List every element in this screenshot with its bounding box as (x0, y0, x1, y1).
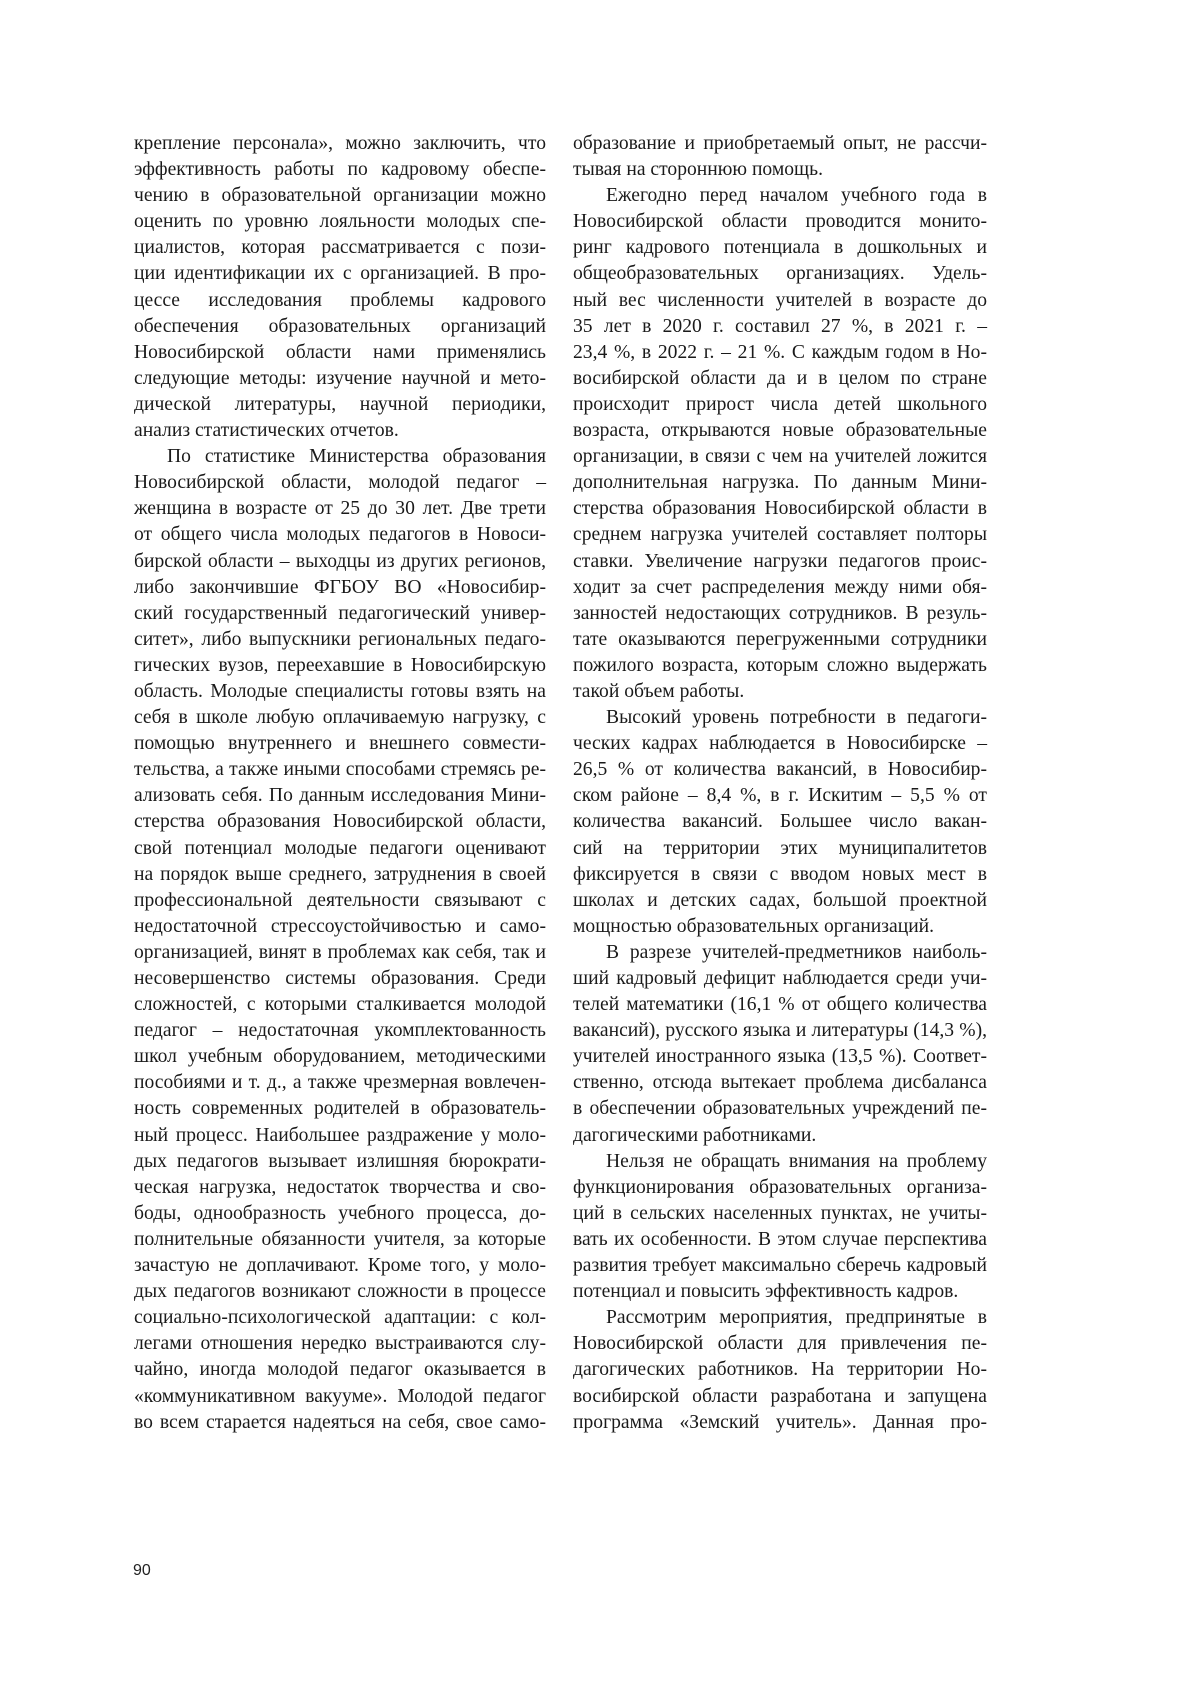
text-line: пособиями и т. д., а также чрезмерная вовлечен- (134, 1072, 546, 1094)
text-line: ный процесс. Наибольшее раздражение у моло- (134, 1124, 546, 1146)
text-line: вакансий), русского языка и литературы (14,3 %), (573, 1020, 987, 1042)
text-line: Ежегодно перед началом учебного года в (606, 185, 987, 207)
text-line: дых педагогов вызывает излишняя бюрократи- (134, 1150, 546, 1172)
text-line: ность современных родителей в образователь- (134, 1098, 546, 1120)
text-line: крепление персонала», можно заключить, что (134, 133, 546, 154)
text-line: либо закончившие ФГБОУ ВО «Новосибир- (134, 576, 546, 598)
text-line: Новосибирской области, молодой педагог – (134, 472, 546, 494)
text-line: По статистике Министерства образования (167, 446, 546, 468)
text-line: школ учебным оборудованием, методическими (134, 1046, 546, 1068)
text-line: ходит за счет распределения между ними обя- (573, 576, 987, 598)
text-line: развития требует максимально сберечь кадровый (573, 1255, 987, 1277)
text-line: несовершенство системы образования. Среди (134, 968, 546, 989)
text-line: профессиональной деятельности связывают с (134, 889, 546, 911)
text-line: возраста, открываются новые образовательные (573, 420, 987, 442)
text-line: ческих кадрах наблюдается в Новосибирске – (573, 733, 987, 755)
text-line: занностей недостающих сотрудников. В резуль- (573, 602, 987, 624)
text-line: анализ статистических отчетов. (134, 420, 399, 442)
text-line: обеспечения образовательных организаций (134, 315, 546, 337)
text-line: легами отношения нередко выстраиваются слу- (134, 1333, 546, 1355)
text-line: зачастую не доплачивают. Кроме того, у моло- (134, 1255, 546, 1277)
text-line: организацией, винят в проблемах как себя, так и (134, 941, 546, 963)
text-line: следующие методы: изучение научной и мето- (134, 367, 546, 389)
text-line: дых педагогов возникают сложности в процессе (134, 1281, 546, 1303)
text-line: чению в образовательной организации можно (134, 185, 546, 207)
text-line: дагогическими работниками. (573, 1124, 817, 1146)
text-line: помощью внутреннего и внешнего совмести- (134, 733, 546, 755)
text-line: гических вузов, переехавшие в Новосибирскую (134, 654, 546, 676)
text-line: мощностью образовательных организаций. (573, 915, 935, 937)
text-line: педагог – недостаточная укомплектованность (134, 1020, 546, 1042)
text-line: Высокий уровень потребности в педагоги- (606, 707, 987, 729)
text-line: 35 лет в 2020 г. составил 27 %, в 2021 г. – (573, 315, 987, 337)
text-line: бирской области – выходцы из других регионов, (134, 550, 546, 572)
text-line: ции идентификации их с организацией. В про- (134, 263, 546, 285)
text-line: дагогических работников. На территории Но- (573, 1359, 987, 1381)
text-line: телей математики (16,1 % от общего количества (573, 994, 987, 1016)
text-line: школах и детских садах, большой проектной (573, 889, 987, 911)
text-line: циалистов, которая рассматривается с пози- (134, 237, 546, 259)
text-line: область. Молодые специалисты готовы взять на (134, 680, 546, 702)
text-line: цессе исследования проблемы кадрового (134, 289, 546, 311)
text-line: ситет», либо выпускники региональных педаго- (134, 628, 546, 650)
text-line: ринг кадрового потенциала в дошкольных и (573, 237, 987, 259)
text-line: свой потенциал молодые педагоги оценивают (134, 837, 546, 859)
text-line: на порядок выше среднего, затруднения в своей (134, 863, 546, 885)
text-line: чайно, иногда молодой педагог оказывается в (134, 1359, 546, 1381)
text-line: сложностей, с которыми сталкивается молодой (134, 994, 546, 1016)
text-line: тывая на стороннюю помощь. (573, 159, 823, 181)
text-line: «коммуникативном вакууме». Молодой педагог (134, 1385, 546, 1407)
text-line: количества вакансий. Большее число вакан- (573, 811, 987, 833)
text-line: Новосибирской области проводится монито- (573, 211, 987, 233)
text-line: полнительные обязанности учителя, за которые (134, 1228, 546, 1250)
text-line: ставки. Увеличение нагрузки педагогов проис- (573, 550, 987, 572)
page-number: 90 (133, 1562, 151, 1579)
text-line: ший кадровый дефицит наблюдается среди учи- (573, 968, 987, 989)
text-line: пожилого возраста, которым сложно выдержать (573, 654, 987, 676)
text-line: во всем старается надеяться на себя, свое само- (134, 1411, 546, 1433)
text-line: социально-психологической адаптации: с кол- (134, 1307, 546, 1329)
text-line: ный вес численности учителей в возрасте до (573, 289, 987, 311)
text-line: восибирской области разработана и запущена (573, 1385, 987, 1407)
text-line: потенциал и повысить эффективность кадров. (573, 1281, 959, 1303)
text-line: в обеспечении образовательных учреждений пе- (573, 1098, 987, 1120)
text-line: Нельзя не обращать внимания на проблему (606, 1150, 987, 1172)
text-line: себя в школе любую оплачиваемую нагрузку, с (134, 707, 546, 729)
text-line: ском районе – 8,4 %, в г. Искитим – 5,5 % от (573, 785, 987, 807)
text-line: восибирской области да и в целом по стране (573, 367, 987, 389)
text-line: женщина в возрасте от 25 до 30 лет. Две трети (134, 498, 546, 520)
text-line: Новосибирской области нами применялись (134, 341, 546, 363)
text-line: среднем нагрузка учителей составляет полторы (573, 524, 987, 546)
text-line: ственно, отсюда вытекает проблема дисбаланса (573, 1072, 987, 1094)
text-line: ций в сельских населенных пунктах, не учиты- (573, 1202, 987, 1224)
text-line: фиксируется в связи с вводом новых мест в (573, 863, 987, 885)
text-line: происходит прирост числа детей школьного (573, 393, 987, 415)
text-line: дической литературы, научной периодики, (134, 393, 546, 415)
text-line: 23,4 %, в 2022 г. – 21 %. С каждым годом в Но- (573, 341, 987, 363)
text-line: В разрезе учителей-предметников наиболь- (606, 941, 987, 963)
text-line: ализовать себя. По данным исследования Мини- (134, 785, 546, 807)
text-line: стерства образования Новосибирской области, (134, 811, 546, 833)
text-line: такой объем работы. (573, 680, 745, 702)
text-line: ский государственный педагогический универ- (134, 602, 546, 624)
text-line: 26,5 % от количества вакансий, в Новосибир- (573, 759, 987, 781)
text-line: эффективность работы по кадровому обеспе- (134, 159, 546, 181)
text-line: от общего числа молодых педагогов в Новоси- (134, 524, 546, 546)
text-line: образование и приобретаемый опыт, не рассчи- (573, 133, 987, 154)
left-text-column (134, 131, 546, 1436)
text-line: функционирования образовательных организа- (573, 1176, 987, 1198)
text-line: Рассмотрим мероприятия, предпринятые в (606, 1307, 987, 1329)
text-line: тельства, а также иными способами стремясь ре- (134, 759, 546, 781)
text-line: Новосибирской области для привлечения пе- (573, 1333, 987, 1355)
text-line: оценить по уровню лояльности молодых спе- (134, 211, 546, 233)
text-line: боды, однообразность учебного процесса, до- (134, 1202, 546, 1224)
text-line: сий на территории этих муниципалитетов (573, 837, 987, 859)
text-line: тате оказываются перегруженными сотрудники (573, 628, 987, 650)
text-line: вать их особенности. В этом случае перспектива (573, 1228, 987, 1250)
text-line: учителей иностранного языка (13,5 %). Соответ- (573, 1046, 987, 1068)
text-line: программа «Земский учитель». Данная про- (573, 1411, 987, 1433)
right-text-column (573, 131, 987, 1436)
text-line: недостаточной стрессоустойчивостью и само- (134, 915, 546, 937)
text-line: ческая нагрузка, недостаток творчества и сво- (134, 1176, 546, 1198)
text-line: общеобразовательных организациях. Удель- (573, 263, 987, 285)
text-line: стерства образования Новосибирской области в (573, 498, 987, 520)
text-line: дополнительная нагрузка. По данным Мини- (573, 472, 987, 494)
text-line: организации, в связи с чем на учителей ложится (573, 446, 987, 468)
